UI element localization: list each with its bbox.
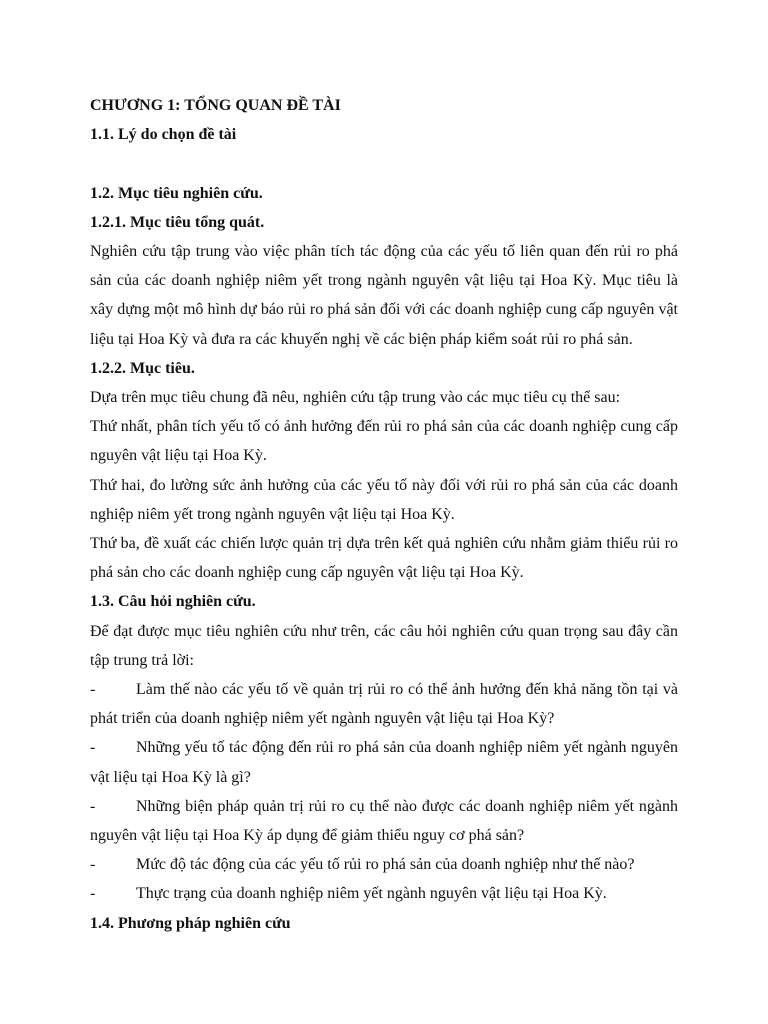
chapter-title: CHƯƠNG 1: TỔNG QUAN ĐỀ TÀI	[90, 97, 341, 114]
dash-marker: -	[90, 681, 96, 699]
question-text: Những yếu tố tác động đến rủi ro phá sản của doanh nghiệp niêm yết ngành nguyên vật liệu tại Hoa Kỳ là gì?	[90, 739, 678, 786]
section-heading-1-3: 1.3. Câu hỏi nghiên cứu.	[90, 593, 256, 611]
dash-marker: -	[90, 885, 96, 903]
question-item	[90, 792, 678, 850]
question-text: Mức độ tác động của các yếu tố rủi ro phá sản của doanh nghiệp như thế nào?	[136, 856, 635, 874]
paragraph-objective-first: Thứ nhất, phân tích yếu tố có ảnh hưởng đến rủi ro phá sản của các doanh nghiệp cung cấp nguyên vật liệu tại Hoa Kỳ.	[90, 418, 678, 465]
section-heading-1-2-2: 1.2.2. Mục tiêu.	[90, 359, 195, 377]
paragraph-questions-intro: Để đạt được mục tiêu nghiên cứu như trên, các câu hỏi nghiên cứu quan trọng sau đây cần tập trung trả lời:	[90, 622, 678, 669]
question-text: Những biện pháp quản trị rủi ro cụ thể nào được các doanh nghiệp niêm yết ngành nguyên vật liệu tại Hoa Kỳ áp dụng để giảm thiểu nguy cơ phá sản?	[90, 797, 678, 845]
question-item	[90, 733, 678, 791]
paragraph-general-objective: Nghiên cứu tập trung vào việc phân tích tác động của các yếu tố liên quan đến rủi ro phá sản của các doanh nghiệp niêm yết trong ngành nguyên vật liệu tại Hoa Kỳ. Mục tiêu là xây dựng một mô hình dự báo rủi ro phá sản đối với các doanh nghiệp cung cấp nguyên vật liệu tại Hoa Kỳ và đưa ra các khuyến nghị về các biện pháp kiểm soát rủi ro phá sản.	[90, 243, 678, 348]
section-heading-1-1: 1.1. Lý do chọn đề tài	[90, 126, 237, 144]
section-heading-1-4: 1.4. Phương pháp nghiên cứu	[90, 914, 291, 932]
blank-line	[90, 149, 678, 178]
question-item	[90, 850, 678, 879]
paragraph-objective-second: Thứ hai, đo lường sức ảnh hưởng của các yếu tố này đối với rủi ro phá sản của các doanh nghiệp niêm yết trong ngành nguyên vật liệu tại Hoa Kỳ.	[90, 476, 678, 523]
section-heading-1-2: 1.2. Mục tiêu nghiên cứu.	[90, 184, 263, 202]
question-text: Làm thế nào các yếu tố về quản trị rủi ro có thể ảnh hưởng đến khả năng tồn tại và phát triển của doanh nghiệp niêm yết ngành nguyên vật liệu tại Hoa Kỳ?	[90, 681, 678, 728]
question-item	[90, 675, 678, 733]
question-text: Thực trạng của doanh nghiệp niêm yết ngành nguyên vật liệu tại Hoa Kỳ.	[136, 885, 607, 903]
dash-marker: -	[90, 856, 96, 874]
question-item	[90, 879, 678, 908]
dash-marker: -	[90, 739, 96, 757]
paragraph-objective-third: Thứ ba, đề xuất các chiến lược quản trị dựa trên kết quả nghiên cứu nhằm giảm thiểu rủi ro phá sản cho các doanh nghiệp cung cấp nguyên vật liệu tại Hoa Kỳ.	[90, 535, 678, 582]
dash-marker: -	[90, 797, 96, 815]
section-heading-1-2-1: 1.2.1. Mục tiêu tổng quát.	[90, 213, 265, 231]
paragraph-objectives-intro: Dựa trên mục tiêu chung đã nêu, nghiên cứu tập trung vào các mục tiêu cụ thể sau:	[90, 389, 621, 407]
